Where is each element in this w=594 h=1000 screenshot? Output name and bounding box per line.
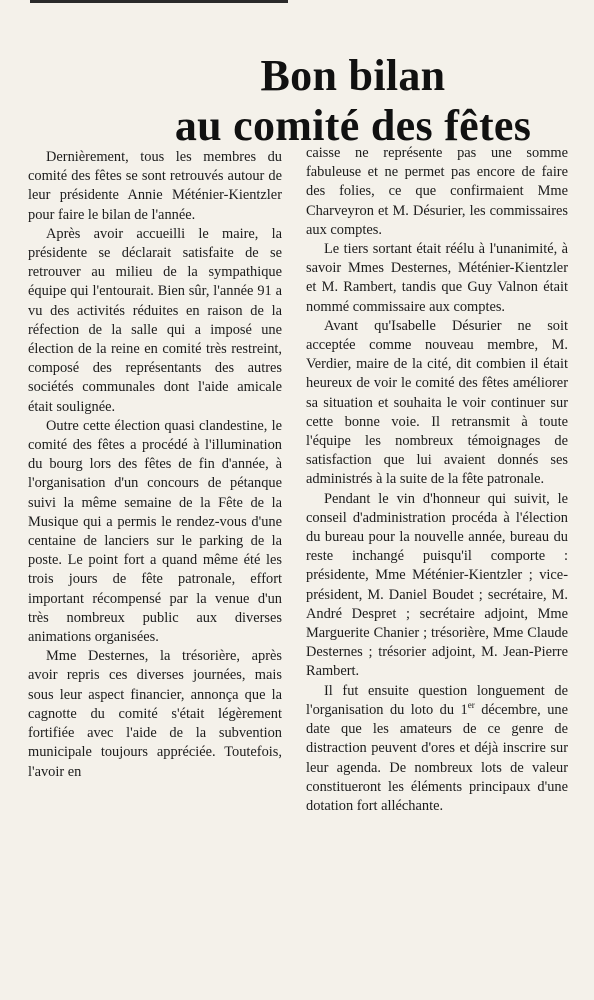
text-run: Il fut ensuite question longuement de l'organisation du loto du 1 [306,682,568,718]
superscript: er [467,700,475,711]
text-run: décembre, une date que les amateurs de ce genre de distraction peuvent d'ores et déjà inscrire sur leur agenda. De nombreux lots de valeur constitueront les éléments principaux d'une dotation fort alléchante. [306,701,568,814]
paragraph: Le tiers sortant était réélu à l'unanimité, à savoir Mmes Desternes, Méténier-Kientzler et M. Rambert, tandis que Guy Valnon était nommé commissaire aux comptes. [306,241,568,315]
paragraph: Mme Desternes, la trésorière, après avoir repris ces diverses journées, mais sous leur aspect financier, annonça que la cagnotte du comité s'était légèrement fortifiée avec l'aide de la subvention municipale toujours appréciée. Toutefois, l'avoir en [28,648,282,780]
article-headline: Bon bilan au comité des fêtes [174,51,532,151]
top-rule [30,0,288,3]
paragraph: Pendant le vin d'honneur qui suivit, le conseil d'administration procéda à l'élection du bureau pour la nouvelle année, bureau du reste inchangé puisqu'il comporte : présidente, Mme Méténier-Kientzler ; vice-président, M. Daniel Boudet ; secrétaire, M. André Despret ; secrétaire adjoint, Mme Marguerite Chanier ; trésorière, Mme Claude Desternes ; trésorier adjoint, M. Jean-Pierre Rambert. [306,490,568,680]
paragraph: Outre cette élection quasi clandestine, le comité des fêtes a procédé à l'illumination du bourg lors des fêtes de fin d'année, à l'organisation d'un concours de pétanque suivi la même semaine de la Fête de la Musique qui a permis le rendez-vous d'une centaine de lanciers sur le parking de la poste. Le point fort a quand même été les trois jours de fête patronale, effort important récompensé par la venue d'un très nombreux public aux diverses animations organisées. [28,417,282,646]
left-column [28,148,282,782]
paragraph: Après avoir accueilli le maire, la présidente se déclarait satisfaite de se retrouver au milieu de la sympathique équipe qui l'entourait. Bien sûr, l'année 91 a vu des activités réduites en raison de la réfection de la salle qui a imposé une élection de la reine en comité très restreint, composé des représentants des autres sociétés communales dont l'aide amicale était soulignée. [28,225,282,415]
paragraph-final [306,682,568,816]
paragraph: Avant qu'Isabelle Désurier ne soit acceptée comme nouveau membre, M. Verdier, maire de la cité, dit combien il était heureux de voir le comité des fêtes améliorer sa situation et souhaita le voir continuer sur cette bonne voie. Il retransmit à toute l'équipe les nombreux témoignages de satisfaction que lui avaient donnés ses administrés à la suite de la fête patronale. [306,317,568,488]
paragraph: Dernièrement, tous les membres du comité des fêtes se sont retrouvés autour de leur présidente Annie Méténier-Kientzler pour faire le bilan de l'année. [28,149,282,223]
right-column [306,144,568,816]
paragraph-continuation: caisse ne représente pas une somme fabuleuse et ne permet pas encore de faire des folies, ce que confirmaient Mme Charveyron et M. Désurier, les commissaires aux comptes. [306,145,568,238]
